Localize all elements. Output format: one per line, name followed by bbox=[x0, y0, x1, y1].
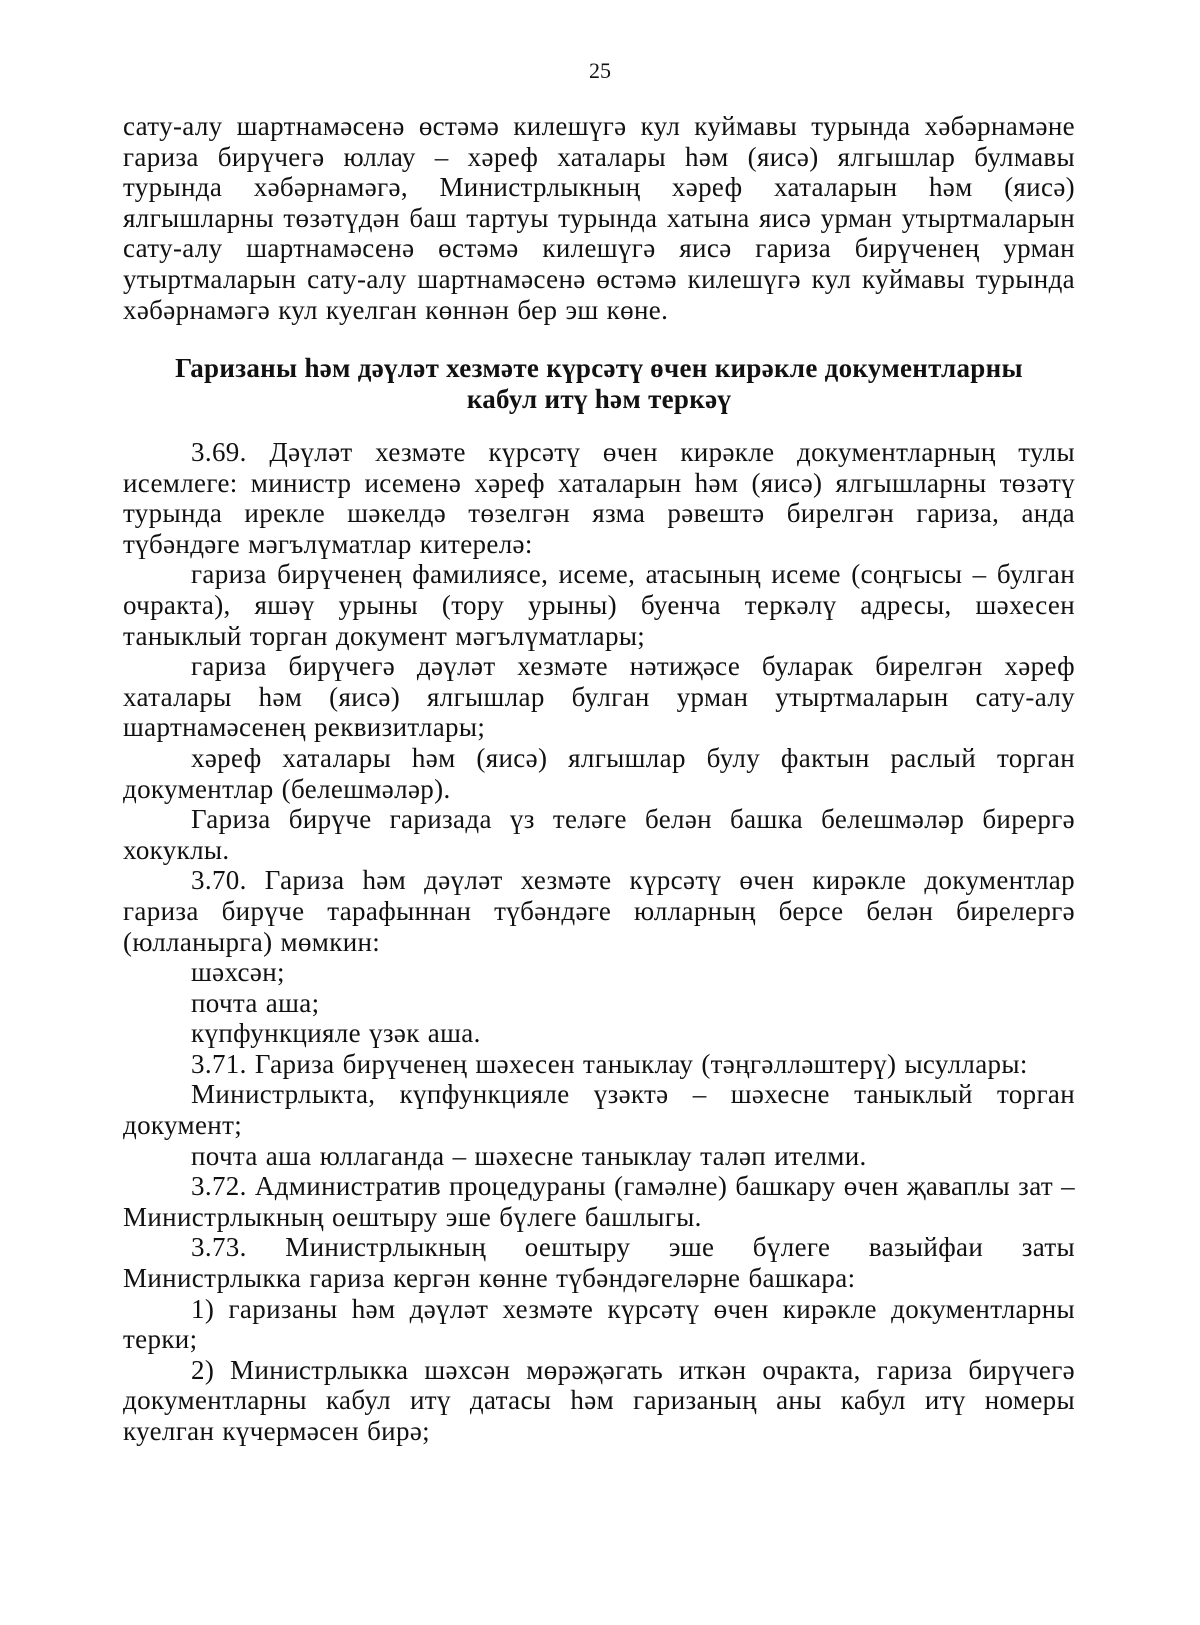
intro-paragraph: сату-алу шартнамәсенә өстәмә килешүгә кул куймавы турында хәбәрнамәне гариза бирүчегә юллау – хәреф хаталары һәм (яисә) ялгышлар булмавы турында хәбәрнамәгә, Министрлыкның хәреф хаталарын һәм (яисә) ялгышларны төзәтүдән баш тартуы турында хатына яисә урман утыртмаларын сату-алу шартнамәсенә өстәмә килешүгә яисә гариза бирүченең урман утыртмаларын сату-алу шартнамәсенә өстәмә килешүгә кул куймавы турында хәбәрнамәгә кул куелган көннән бер эш көне. bbox=[123, 111, 1075, 325]
intro-section bbox=[123, 111, 1075, 325]
paragraph-contract-requisites: гариза бирүчегә дәүләт хезмәте нәтиҗәсе буларак бирелгән хәреф хаталары һәм (яисә) ялгышлар булган урман утыртмаларын сату-алу шартнамәсенең реквизитлары; bbox=[123, 651, 1075, 743]
paragraph-3-73: 3.73. Министрлыкның оештыру эше бүлеге вазыйфаи заты Министрлыкка гариза кергән көнне түбәндәгеләрне башкара: bbox=[123, 1232, 1075, 1294]
paragraph-mail-id: почта аша юллаганда – шәхесне таныклау таләп ителми. bbox=[191, 1140, 867, 1171]
section-heading-line-1: Гаризаны һәм дәүләт хезмәте күрсәтү өчен кирәкле документларны bbox=[175, 353, 1023, 383]
paragraph-3-72: 3.72. Административ процедураны (гамәлне) башкару өчен җаваплы зат – Министрлыкның оештыру эше бүлеге башлыгы. bbox=[123, 1171, 1075, 1232]
section-heading bbox=[123, 353, 1075, 415]
paragraph-ministry-id: Министрлыкта, күпфункцияле үзәктә – шәхесне таныклый торган документ; bbox=[123, 1079, 1075, 1141]
list-item-in-person: шәхсән; bbox=[191, 957, 285, 988]
page-number: 25 bbox=[589, 58, 611, 83]
paragraph-3-71: 3.71. Гариза бирүченең шәхесен таныклау (тәңгәлләштерү) ысуллары: bbox=[191, 1048, 1028, 1079]
list-item-mfc: күпфункцияле үзәк аша. bbox=[191, 1018, 481, 1049]
list-item-2: 2) Министрлыкка шәхсән мөрәҗәгать иткән очракта, гариза бирүчегә документларны кабул итү датасы һәм гаризаның аны кабул итү номеры куелган күчермәсен бирә; bbox=[123, 1354, 1075, 1446]
list-item-by-mail: почта аша; bbox=[191, 987, 320, 1018]
paragraph-3-70: 3.70. Гариза һәм дәүләт хезмәте күрсәтү өчен кирәкле документлар гариза бирүче тарафыннан түбәндәге юлларның берсе белән бирелергә (юлланырга) мөмкин: bbox=[123, 865, 1075, 957]
paragraph-3-69: 3.69. Дәүләт хезмәте күрсәтү өчен кирәкле документларның тулы исемлеге: министр исеменә хәреф хаталарын һәм (яисә) ялгышларны төзәтү турында ирекле шәкелдә төзелгән язма рәвештә бирелгән гариза, анда түбәндәге мәгълүматлар китерелә: bbox=[123, 437, 1075, 559]
paragraph-additional-info: Гариза бирүче гаризада үз теләге белән башка белешмәләр бирергә хокуклы. bbox=[123, 804, 1075, 865]
section-heading-line-2: кабул итү һәм теркәү bbox=[466, 384, 732, 414]
paragraph-applicant-name: гариза бирүченең фамилиясе, исеме, атасының исеме (соңгысы – булган очракта), яшәү урыны (тору урыны) буенча теркәлү адресы, шәхесен таныклый торган документ мәгълүматлары; bbox=[123, 559, 1075, 651]
list-item-1: 1) гаризаны һәм дәүләт хезмәте күрсәтү өчен кирәкле документларны терки; bbox=[123, 1293, 1075, 1355]
body-section bbox=[123, 437, 1075, 1447]
paragraph-error-documents: хәреф хаталары һәм (яисә) ялгышлар булу фактын раслый торган документлар (белешмәләр). bbox=[123, 742, 1075, 804]
